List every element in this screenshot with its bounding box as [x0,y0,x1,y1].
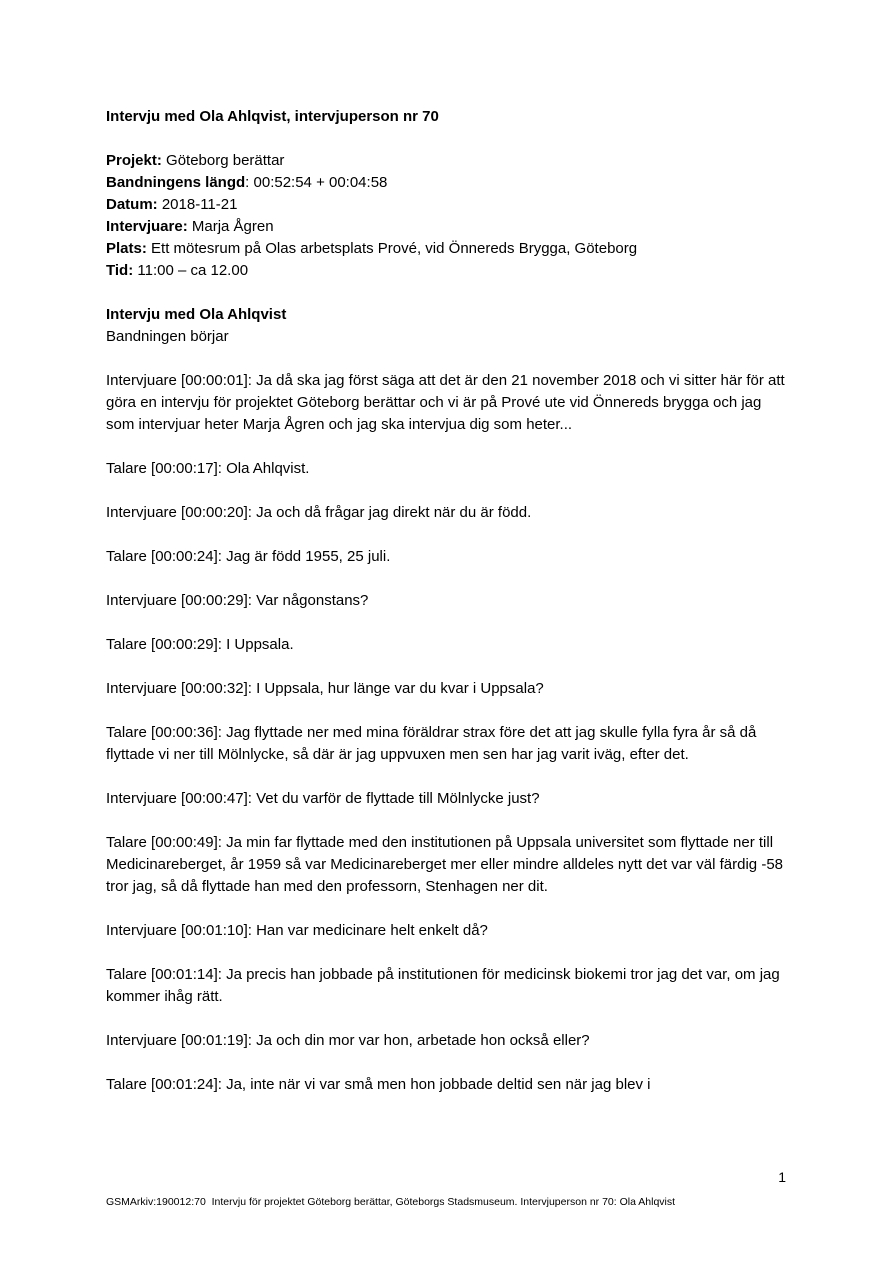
transcript-paragraph: Intervjuare [00:00:29]: Var någonstans? [106,592,369,609]
section-heading: Intervju med Ola Ahlqvist [106,306,287,323]
metadata-line [106,172,787,194]
transcript-paragraph: Intervjuare [00:00:32]: I Uppsala, hur länge var du kvar i Uppsala? [106,680,544,697]
metadata-value: Marja Ågren [187,218,274,235]
metadata-label: Plats: [106,240,147,257]
metadata-label: Tid: [106,262,134,279]
document-content [106,106,787,1118]
transcript-paragraph: Intervjuare [00:01:19]: Ja och din mor var hon, arbetade hon också eller? [106,1032,590,1049]
page-number: 1 [778,1169,786,1185]
metadata-value: Göteborg berättar [161,152,285,169]
transcript-paragraph: Intervjuare [00:01:10]: Han var medicinare helt enkelt då? [106,922,488,939]
transcript-paragraph: Talare [00:00:36]: Jag flyttade ner med mina föräldrar strax före det att jag skulle fylla fyra år så då flyttade vi ner till Mölnlycke, så där är jag uppvuxen men sen har jag varit iväg, efter det. [106,724,757,763]
document-title: Intervju med Ola Ahlqvist, intervjuperson nr 70 [106,108,439,125]
metadata-line [106,238,787,260]
metadata-label: Datum: [106,196,158,213]
metadata-label: Intervjuare: [106,218,188,235]
transcript-paragraph: Intervjuare [00:00:47]: Vet du varför de flyttade till Mölnlycke just? [106,790,540,807]
transcript-paragraph: Talare [00:00:49]: Ja min far flyttade med den institutionen på Uppsala universitet som flyttade ner till Medicinareberget, år 1959 så var Medicinareberget mer eller mindre alldeles nytt det var väl färdig -58 tror jag, så då flyttade han med den professorn, Stenhagen ner dit. [106,834,783,895]
transcript-paragraph: Talare [00:00:29]: I Uppsala. [106,636,294,653]
transcript-paragraph: Talare [00:01:14]: Ja precis han jobbade på institutionen för medicinsk biokemi tror jag det var, om jag kommer ihåg rätt. [106,966,780,1005]
footer-archive-reference: GSMArkiv:190012:70 Intervju för projektet Göteborg berättar, Göteborgs Stadsmuseum. Intervjuperson nr 70: Ola Ahlqvist [106,1196,676,1208]
metadata-value: : 00:52:54 + 00:04:58 [245,174,388,191]
metadata-value: 2018-11-21 [157,196,238,213]
transcript-paragraph: Intervjuare [00:00:20]: Ja och då frågar jag direkt när du är född. [106,504,532,521]
transcript-body [106,370,787,1096]
metadata-label: Bandningens längd [106,174,246,191]
section-subheading: Bandningen börjar [106,328,229,345]
section-heading-block [106,304,787,348]
metadata-line [106,216,787,238]
transcript-paragraph: Intervjuare [00:00:01]: Ja då ska jag först säga att det är den 21 november 2018 och vi sitter här för att göra en intervju för projektet Göteborg berättar och vi är på Prové ute vid Önnereds brygga och jag som intervjuar heter Marja Ågren och jag ska intervjua dig som heter... [106,372,785,433]
metadata-value: 11:00 – ca 12.00 [133,262,249,279]
transcript-paragraph: Talare [00:00:17]: Ola Ahlqvist. [106,460,310,477]
metadata-line [106,194,787,216]
transcript-paragraph: Talare [00:01:24]: Ja, inte när vi var små men hon jobbade deltid sen när jag blev i [106,1076,651,1093]
metadata-line [106,260,787,282]
metadata-label: Projekt: [106,152,162,169]
transcript-paragraph: Talare [00:00:24]: Jag är född 1955, 25 juli. [106,548,391,565]
metadata-block [106,150,787,282]
metadata-value: Ett mötesrum på Olas arbetsplats Prové, vid Önnereds Brygga, Göteborg [146,240,638,257]
metadata-line [106,150,787,172]
